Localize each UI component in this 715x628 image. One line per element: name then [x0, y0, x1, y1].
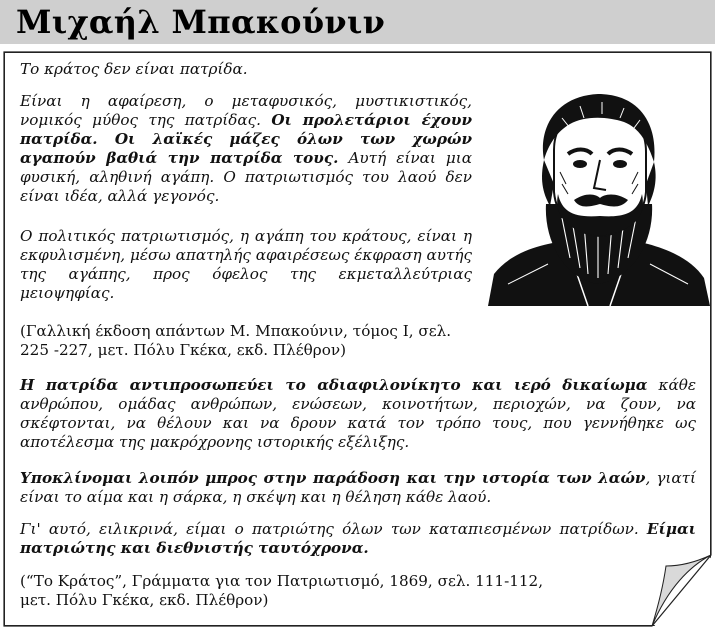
abstraction-text-a: Είναι η αφαίρεση, ο μεταφυσικός, μυστικιστικός, νομικός μύθος της πατρίδας.: [20, 92, 472, 129]
paragraph-intro: [20, 60, 472, 79]
page-title: Μιχαήλ Μπακούνιν: [0, 0, 715, 44]
tradition-bold: Υποκλίνομαι λοιπόν μπρος στην παράδοση και την ιστορία των λαών: [20, 469, 646, 487]
political-patriotism-text: Ο πολιτικός πατριωτισμός, η αγάπη του κράτους, είναι η εκφυλισμένη, μέσω απατηλής αφαιρέσεως έκφραση αυτής της αγάπης, προς όφελος της εκμεταλλεύτριας μειοψηφίας.: [20, 227, 472, 302]
portrait-icon: [488, 88, 710, 306]
intro-text: Το κράτος δεν είναι πατρίδα.: [20, 60, 248, 78]
internationalist-bold: Είμαι πατριώτης και διεθνιστής ταυτόχρονα.: [20, 520, 696, 557]
citation-second-line1: (“Το Κράτος”, Γράμματα για τον Πατριωτισμό, 1869, σελ. 111-112,: [20, 572, 544, 590]
paragraph-internationalist: [20, 520, 696, 558]
citation-first: [20, 322, 472, 360]
abstraction-text-c: Αυτή είναι μια φυσική, αληθινή αγάπη. Ο πατριωτισμός του λαού δεν είναι ιδέα, αλλά γεγονός.: [20, 149, 472, 205]
tradition-text: , γιατί είναι το αίμα και η σάρκα, η σκέψη και η θέληση κάθε λαού.: [20, 469, 696, 506]
citation-second: [20, 572, 660, 610]
citation-first-text: (Γαλλική έκδοση απάντων Μ. Μπακούνιν, τόμος Ι, σελ. 225 -227, μετ. Πόλυ Γκέκα, εκδ. Πλέθρον): [20, 322, 452, 359]
paragraph-political-patriotism: [20, 227, 472, 303]
abstraction-text-bold: Οι προλετάριοι έχουν πατρίδα. Οι λαϊκές μάζες όλων των χωρών αγαπούν βαθιά την πατρίδα τους.: [20, 111, 472, 167]
internationalist-text: Γι' αυτό, ειλικρινά, είμαι ο πατριώτης όλων των καταπιεσμένων πατρίδων.: [20, 520, 647, 538]
paragraph-abstraction: [20, 92, 472, 206]
paragraph-tradition: [20, 469, 696, 507]
paragraph-homeland-right: [20, 376, 696, 452]
citation-second-line2: μετ. Πόλυ Γκέκα, εκδ. Πλέθρον): [20, 591, 269, 609]
homeland-right-bold: Η πατρίδα αντιπροσωπεύει το αδιαφιλονίκητο και ιερό δικαίωμα: [20, 376, 648, 394]
homeland-right-text: κάθε ανθρώπου, ομάδας ανθρώπων, ενώσεων, κοινοτήτων, περιοχών, να ζουν, να σκέφτονται, να θέλουν και να δρουν κατά τον τρόπο τους, που γεννήθηκε ως αποτέλεσμα της μακρόχρονης ιστορικής εξέλιξης.: [20, 376, 696, 451]
